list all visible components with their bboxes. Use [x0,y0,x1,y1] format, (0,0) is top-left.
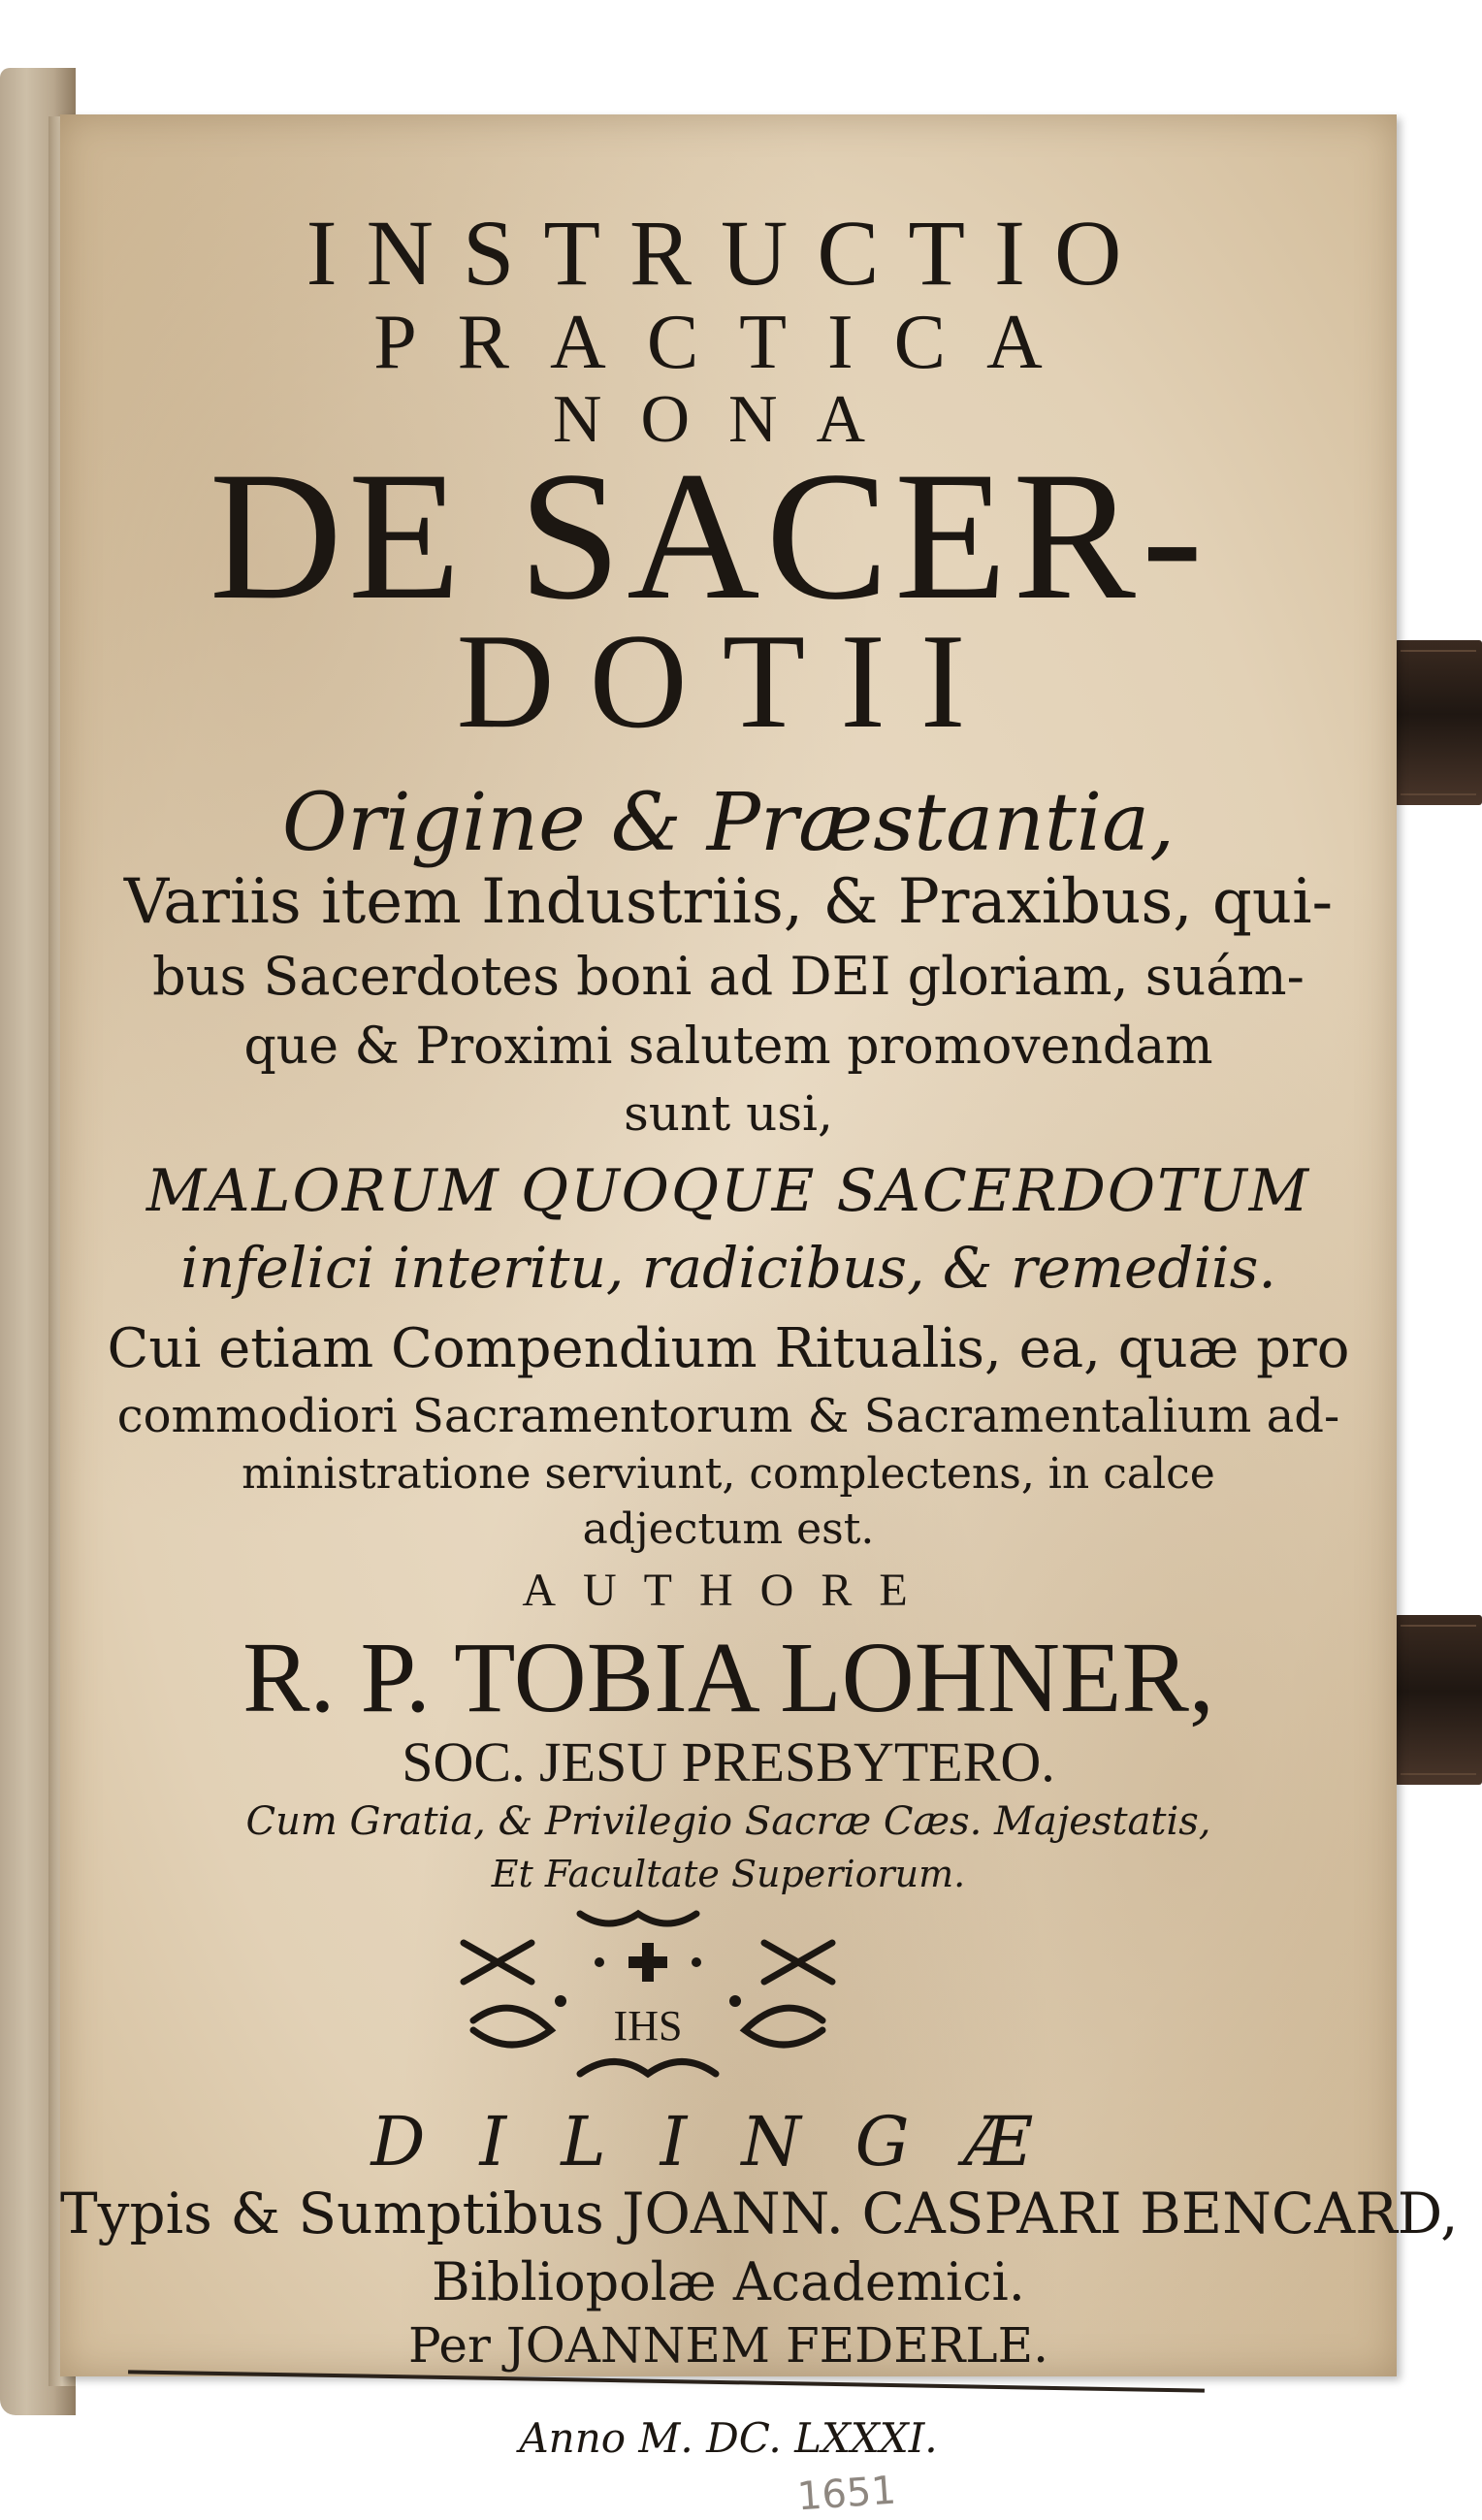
title-line-de-sacer: DE SACER- [209,435,1209,638]
subtitle-sunt: sunt usi, [624,1085,833,1142]
pencil-annotation: 1651 [795,2468,898,2520]
description-commodiori: commodiori Sacramentorum & Sacramentalium ad- [116,1389,1340,1443]
imprint-place: DILINGÆ [370,2102,1086,2181]
clasp-top [1395,640,1482,805]
title-line-nona: NONA [552,382,905,457]
facultate-line: Et Facultate Superiorum. [491,1853,966,1895]
clasp-bottom [1395,1615,1482,1785]
imprint-printer: Typis & Sumptibus JOANN. CASPARI BENCARD, [60,2181,1459,2246]
description-adjectum: adjectum est. [582,1504,875,1554]
author-affiliation: SOC. JESU PRESBYTERO. [402,1730,1055,1793]
subtitle-que: que & Proximi salutem promovendam [243,1018,1213,1076]
privilege-line: Cum Gratia, & Privilegio Sacræ Cæs. Majestatis, [245,1799,1211,1844]
title-line-dotii: DOTII [456,606,1001,757]
ihs-monogram: IHS [613,2002,683,2050]
author-label: AUTHORE [522,1565,935,1616]
description-cui: Cui etiam Compendium Ritualis, ea, quæ pro [107,1317,1350,1380]
subtitle-bus: bus Sacerdotes boni ad DEI gloriam, suám- [152,946,1305,1007]
description-ministratione: ministratione serviunt, complectens, in calce [242,1449,1215,1499]
title-line-practica: PRACTICA [373,300,1083,385]
ihs-ornament [444,1894,852,2088]
subtitle-infelici: infelici interitu, radicibus, & remediis. [180,1235,1276,1301]
imprint-bibliopola: Bibliopolæ Academici. [432,2251,1025,2312]
imprint-year: Anno M. DC. LXXXI. [519,2414,938,2462]
subtitle-malorum: MALORUM QUOQUE SACERDOTUM [145,1157,1311,1225]
title-page [60,114,1459,2520]
subtitle-variis: Variis item Industriis, & Praxibus, qui- [123,866,1334,938]
title-line-instructio: INSTRUCTIO [306,201,1151,305]
subtitle-origine: Origine & Præstantia, [281,777,1176,869]
author-name: R. P. TOBIA LOHNER, [242,1622,1214,1733]
imprint-per: Per JOANNEM FEDERLE. [407,2317,1049,2374]
